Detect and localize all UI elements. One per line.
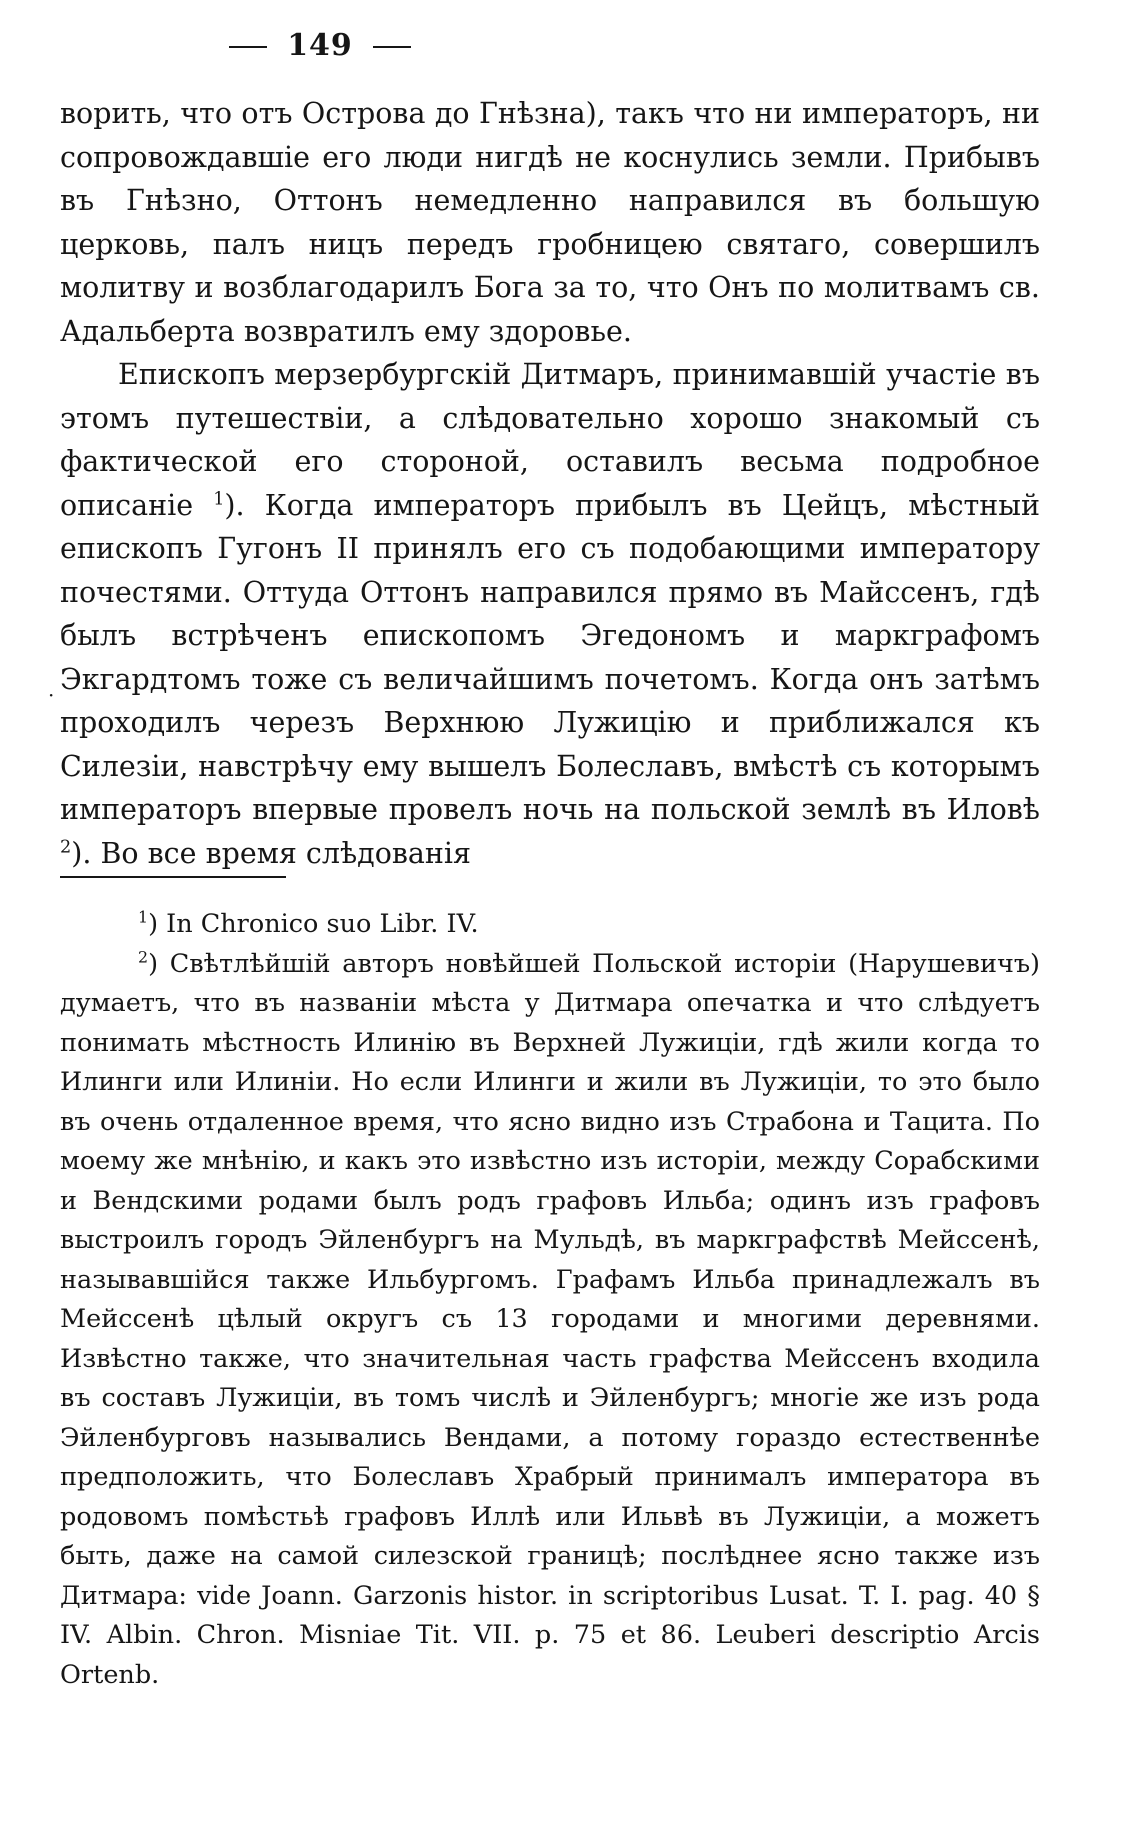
header-dash-left — [229, 46, 267, 48]
footnote-1-marker: 1 — [138, 907, 149, 927]
page-number: 149 — [287, 28, 353, 63]
footnotes — [60, 905, 1040, 1695]
footnote-2-text: ) Свѣтлѣйшій авторъ новѣйшей Польской исторіи (Нарушевичъ) думаетъ, что въ названіи мѣста у Дитмара опечатка и что слѣдуетъ понимать мѣстность Илинію въ Верхней Лужиціи, гдѣ жили когда то Илинги или Илиніи. Но если Илинги и жили въ Лужиціи, то это было въ очень отдаленное время, что ясно видно изъ Страбона и Тацита. По моему же мнѣнію, и какъ это извѣстно изъ исторіи, между Сорабскими и Вендскими родами былъ родъ графовъ Ильба; одинъ изъ графовъ выстроилъ городъ Эйленбургъ на Мульдѣ, въ маркграфствѣ Мейссенѣ, называвшійся также Ильбургомъ. Графамъ Ильба принадлежалъ въ Мейссенѣ цѣлый округъ съ 13 городами и многими деревнями. Извѣстно также, что значительная часть графства Мейссенъ входила въ составъ Лужиціи, въ томъ числѣ и Эйленбургъ; многіе же изъ рода Эйленбурговъ назывались Вендами, а потому гораздо естественнѣе предположить, что Болеславъ Храбрый принималъ императора въ родовомъ помѣстьѣ графовъ Иллѣ или Ильвѣ въ Лужиціи, а можетъ быть, даже на самой силезской границѣ; послѣднее ясно также изъ Дитмара: vide Joann. Garzonis histor. in scriptoribus Lusat. T. I. pag. 40 § IV. Albin. Chron. Misniae Tit. VII. p. 75 et 86. Leuberi descriptio Arcis Ortenb. — [60, 948, 1040, 1690]
header-dash-right — [373, 46, 411, 48]
footnote-1-text: ) In Chronico suo Libr. IV. — [148, 909, 479, 939]
footnote-ref-2: 2 — [60, 837, 72, 857]
footnote-1 — [60, 905, 1040, 945]
paragraph-2-part-2: ). Когда императоръ прибылъ въ Цейцъ, мѣстный епископъ Гугонъ II принялъ его съ подобающими императору почестями. Оттуда Оттонъ направился прямо въ Майссенъ, гдѣ былъ встрѣченъ епископомъ Эгедономъ и маркграфомъ Экгардтомъ тоже съ величайшимъ почетомъ. Когда онъ затѣмъ проходилъ черезъ Верхнюю Лужицію и приближался къ Силезіи, навстрѣчу ему вышелъ Болеславъ, вмѣстѣ съ которымъ императоръ впервые провелъ ночь на польской землѣ въ Иловѣ — [60, 488, 1040, 826]
footnote-divider — [60, 876, 286, 878]
footnote-ref-1: 1 — [213, 489, 225, 509]
margin-mark: · — [48, 683, 55, 707]
paragraph-2 — [60, 353, 1040, 875]
footnote-2-marker: 2 — [138, 947, 149, 966]
paragraph-2-part-1: Епископъ мерзербургскій Дитмаръ, принимавшій участіе въ этомъ путешествіи, а слѣдовательно хорошо знакомый съ фактической его стороной, оставилъ весьма подробное описаніе — [60, 358, 1040, 522]
main-body-text — [60, 92, 1040, 875]
page-number-header — [0, 28, 640, 63]
footnote-2 — [60, 945, 1040, 1696]
paragraph-1: ворить, что отъ Острова до Гнѣзна), такъ что ни императоръ, ни сопровождавшіе его люди нигдѣ не коснулись земли. Прибывъ въ Гнѣзно, Оттонъ немедленно направился въ большую церковь, палъ ницъ передъ гробницею святаго, совершилъ молитву и возблагодарилъ Бога за то, что Онъ по молитвамъ св. Адальберта возвратилъ ему здоровье. — [60, 97, 1040, 348]
paragraph-2-part-3: ). Во все время слѣдованія — [71, 836, 472, 870]
